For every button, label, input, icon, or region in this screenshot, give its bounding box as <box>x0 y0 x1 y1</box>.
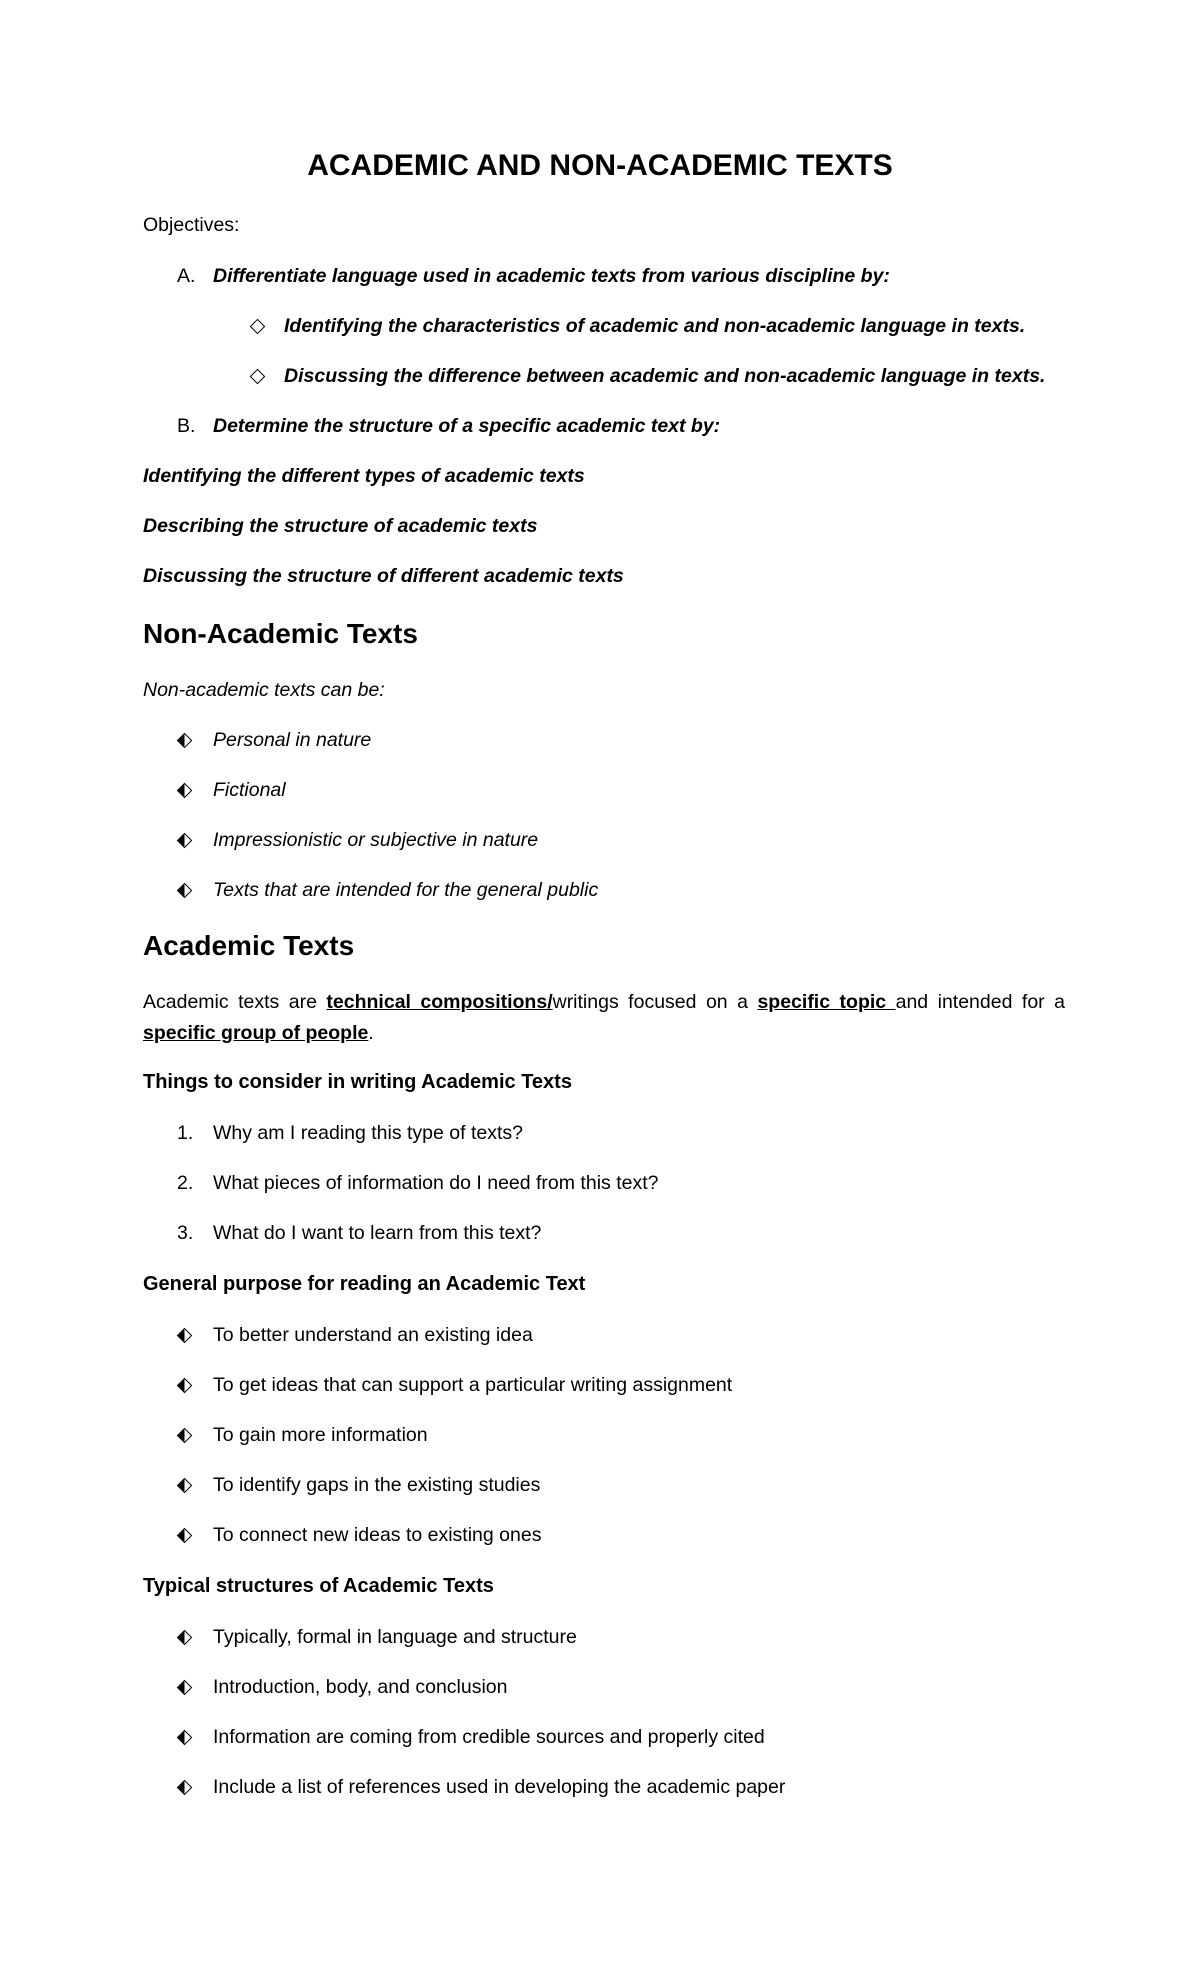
objective-b-sub-2: Describing the structure of academic texts <box>143 515 538 537</box>
numbered-marker: 2. <box>177 1172 194 1194</box>
non-academic-heading: Non-Academic Texts <box>143 618 418 649</box>
list-item: To better understand an existing idea <box>213 1324 533 1346</box>
academic-heading: Academic Texts <box>143 930 355 961</box>
numbered-marker: 1. <box>177 1122 194 1144</box>
list-item: Include a list of references used in developing the academic paper <box>213 1776 786 1798</box>
objective-b-sub-3: Discussing the structure of different academic texts <box>143 565 624 587</box>
academic-definition <box>143 987 1065 1049</box>
list-item: Information are coming from credible sources and properly cited <box>213 1726 765 1748</box>
list-item: Personal in nature <box>213 729 372 751</box>
diamond-bullet-icon <box>177 1730 193 1746</box>
definition-emphasis: specific topic <box>757 991 896 1013</box>
definition-emphasis: specific group of people <box>143 1022 369 1044</box>
objective-a-marker: A. <box>177 265 196 287</box>
objective-b-sub-1: Identifying the different types of academic texts <box>143 465 585 487</box>
definition-text: . <box>368 1022 374 1044</box>
diamond-bullet-icon <box>177 1630 193 1646</box>
numbered-item: What do I want to learn from this text? <box>213 1222 542 1244</box>
list-item: Impressionistic or subjective in nature <box>213 829 539 851</box>
diamond-bullet-icon <box>177 1428 193 1444</box>
non-academic-intro: Non-academic texts can be: <box>143 679 385 701</box>
list-item: Fictional <box>213 779 286 801</box>
diamond-bullet-icon <box>177 1328 193 1344</box>
diamond-outline-icon <box>250 319 266 335</box>
definition-emphasis: technical compositions/ <box>326 991 553 1013</box>
list-item: To get ideas that can support a particular writing assignment <box>213 1374 733 1396</box>
diamond-outline-icon <box>250 369 266 385</box>
definition-text: and intended for a <box>895 991 1065 1013</box>
diamond-bullet-icon <box>177 1478 193 1494</box>
diamond-bullet-icon <box>177 1780 193 1796</box>
purpose-heading: General purpose for reading an Academic Text <box>143 1273 586 1295</box>
numbered-marker: 3. <box>177 1222 194 1244</box>
diamond-bullet-icon <box>177 1680 193 1696</box>
objective-b-marker: B. <box>177 415 196 437</box>
objectives-label: Objectives: <box>143 214 240 236</box>
document-title: ACADEMIC AND NON-ACADEMIC TEXTS <box>307 149 893 182</box>
objective-a-sub-1: Identifying the characteristics of academic and non-academic language in texts. <box>284 315 1026 337</box>
objective-b-text: Determine the structure of a specific academic text by: <box>213 415 721 437</box>
list-item: Texts that are intended for the general public <box>213 879 599 901</box>
list-item: To gain more information <box>213 1424 428 1446</box>
objective-a-sub-2: Discussing the difference between academic and non-academic language in texts. <box>284 365 1046 387</box>
numbered-item: Why am I reading this type of texts? <box>213 1122 523 1144</box>
list-item: To identify gaps in the existing studies <box>213 1474 541 1496</box>
objective-a-text: Differentiate language used in academic texts from various discipline by: <box>213 265 890 287</box>
diamond-bullet-icon <box>177 733 193 749</box>
diamond-bullet-icon <box>177 883 193 899</box>
consider-heading: Things to consider in writing Academic Texts <box>143 1071 572 1093</box>
list-item: Typically, formal in language and structure <box>213 1626 577 1648</box>
diamond-bullet-icon <box>177 783 193 799</box>
definition-text: writings focused on a <box>552 991 758 1013</box>
diamond-bullet-icon <box>177 833 193 849</box>
list-item: To connect new ideas to existing ones <box>213 1524 542 1546</box>
list-item: Introduction, body, and conclusion <box>213 1676 508 1698</box>
structures-heading: Typical structures of Academic Texts <box>143 1575 494 1597</box>
diamond-bullet-icon <box>177 1528 193 1544</box>
definition-text: Academic texts are <box>143 991 327 1013</box>
numbered-item: What pieces of information do I need from this text? <box>213 1172 659 1194</box>
diamond-bullet-icon <box>177 1378 193 1394</box>
